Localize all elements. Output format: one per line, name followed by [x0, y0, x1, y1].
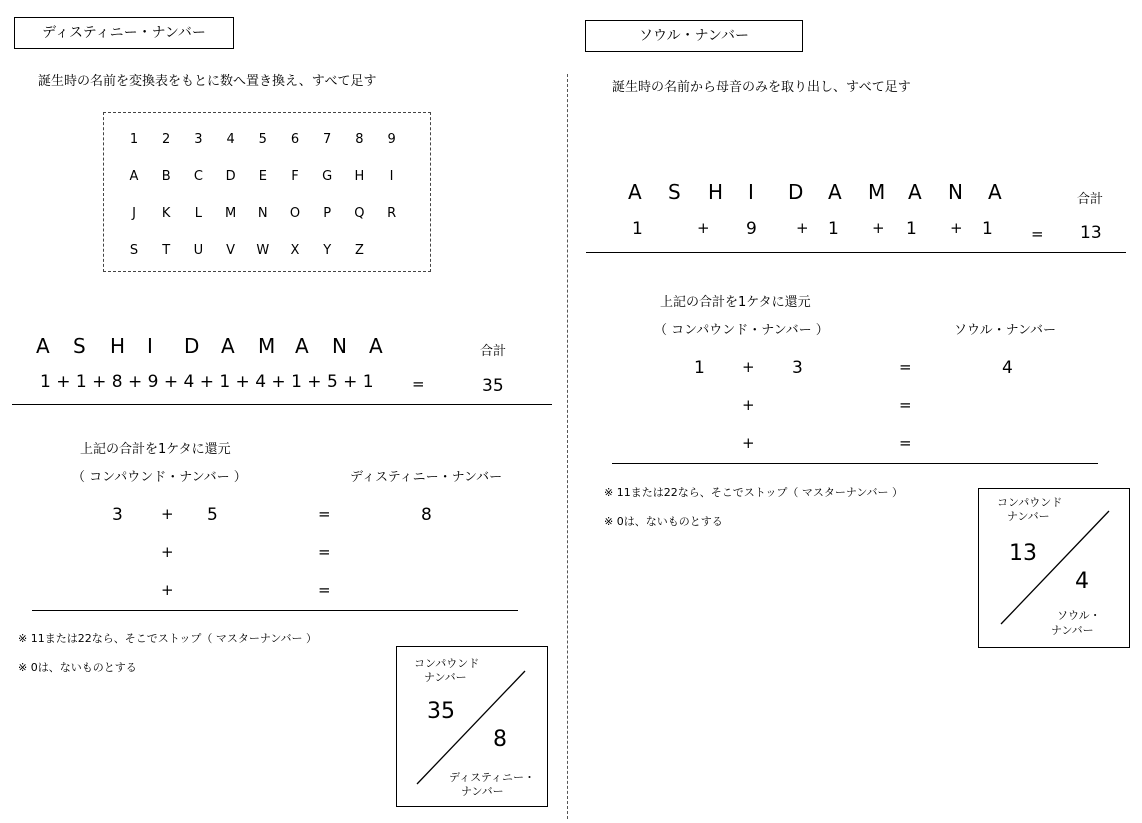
destiny-row1-eq: =	[318, 505, 331, 523]
plus-sign: +	[697, 219, 710, 237]
table-cell-row1-6: F	[291, 169, 299, 184]
table-cell-row1-7: G	[322, 169, 333, 184]
soul-equals: =	[1031, 225, 1044, 243]
summary-compound-value: 13	[1009, 541, 1037, 566]
soul-reduce-heading: 上記の合計を1ケタに還元	[660, 295, 811, 310]
destiny-bottom-divider	[32, 610, 518, 611]
table-cell-row3-5: W	[256, 243, 270, 258]
table-cell-digits-6: 6	[290, 132, 300, 147]
table-cell-digits-8: 8	[355, 132, 364, 147]
summary-top-label-2: ナンバー	[1007, 510, 1050, 523]
name-letter: H	[708, 180, 724, 204]
summary-top-label: コンパウンド	[414, 657, 480, 670]
section-separator	[567, 74, 568, 819]
name-letter: A	[295, 334, 309, 358]
destiny-equals: =	[412, 375, 425, 393]
destiny-note-master: ※ 11または22なら、そこでストップ（ マスターナンバー ）	[18, 632, 318, 645]
table-cell-digits-2: 2	[162, 132, 171, 147]
soul-row2-eq: =	[899, 396, 912, 414]
summary-bottom-label-2: ナンバー	[1051, 624, 1094, 637]
soul-divider	[586, 252, 1126, 253]
destiny-row1-a: 3	[112, 505, 123, 525]
soul-note-master: ※ 11または22なら、そこでストップ（ マスターナンバー ）	[604, 486, 904, 499]
table-cell-row2-6: O	[289, 206, 301, 221]
vowel-value: 1	[828, 219, 839, 239]
summary-final-value: 4	[1075, 569, 1089, 594]
name-letter: A	[221, 334, 235, 358]
table-cell-row3-8: Z	[354, 243, 364, 258]
soul-note-zero: ※ 0は、ないものとする	[604, 515, 723, 528]
summary-bottom-label-2: ナンバー	[461, 785, 504, 798]
table-cell-row2-7: P	[323, 206, 332, 221]
summary-bottom-label: ソウル・	[1057, 609, 1101, 622]
soul-row1-op: +	[742, 358, 755, 376]
summary-bottom-label: ディスティニー・	[449, 771, 536, 784]
destiny-row2-eq: =	[318, 543, 331, 561]
summary-final-value: 8	[493, 727, 507, 752]
plus-sign: +	[950, 219, 963, 237]
table-cell-digits-4: 4	[226, 132, 235, 147]
name-letter: S	[668, 180, 681, 204]
destiny-row3-eq: =	[318, 581, 331, 599]
table-cell-row2-3: L	[194, 206, 203, 221]
name-letter: S	[73, 334, 86, 358]
name-letter: M	[258, 334, 276, 358]
soul-row1-eq: =	[899, 358, 912, 376]
destiny-row1-b: 5	[207, 505, 218, 525]
name-letter: A	[988, 180, 1002, 204]
summary-top-label-2: ナンバー	[424, 671, 467, 684]
soul-row1-a: 1	[694, 358, 705, 378]
soul-row1-b: 3	[792, 358, 803, 378]
soul-result-label: ソウル・ナンバー	[954, 323, 1057, 338]
table-cell-row1-8: H	[354, 169, 365, 184]
soul-instruction: 誕生時の名前から母音のみを取り出し、すべて足す	[612, 80, 911, 95]
soul-title: ソウル・ナンバー	[585, 20, 803, 52]
table-cell-digits-3: 3	[194, 132, 203, 147]
soul-summary-box	[978, 488, 1130, 648]
table-cell-digits-7: 7	[323, 132, 332, 147]
name-letter: I	[147, 334, 153, 358]
table-cell-row2-9: R	[387, 206, 397, 221]
name-letter: I	[748, 180, 754, 204]
destiny-note-zero: ※ 0は、ないものとする	[18, 661, 137, 674]
table-cell-row3-6: X	[290, 243, 300, 258]
destiny-row1-result: 8	[421, 505, 432, 525]
name-letter: A	[908, 180, 922, 204]
table-cell-row2-1: J	[132, 206, 136, 221]
destiny-expression: 1 + 1 + 8 + 9 + 4 + 1 + 4 + 1 + 5 + 1	[40, 372, 374, 392]
soul-total: 13	[1080, 223, 1102, 243]
name-letter: D	[788, 180, 804, 204]
destiny-row2-op: +	[161, 543, 174, 561]
destiny-row1-op: +	[161, 505, 174, 523]
destiny-row3-op: +	[161, 581, 174, 599]
soul-row3-eq: =	[899, 434, 912, 452]
name-letter: N	[332, 334, 347, 358]
soul-row3-op: +	[742, 434, 755, 452]
table-cell-row3-4: V	[226, 243, 236, 258]
destiny-summary-box	[396, 646, 548, 807]
summary-top-label: コンパウンド	[997, 496, 1063, 509]
destiny-compound-label: （ コンパウンド・ナンバー ）	[72, 470, 247, 485]
table-cell-digits-5: 5	[258, 132, 267, 147]
soul-row2-op: +	[742, 396, 755, 414]
table-cell-digits-9: 9	[387, 132, 396, 147]
table-cell-row1-4: D	[225, 169, 236, 184]
destiny-instruction: 誕生時の名前を変換表をもとに数へ置き換え、すべて足す	[38, 74, 377, 89]
table-cell-row2-4: M	[224, 206, 237, 221]
name-letter: H	[110, 334, 126, 358]
name-letter: A	[369, 334, 383, 358]
table-cell-row1-2: B	[161, 169, 171, 184]
vowel-value: 1	[906, 219, 917, 239]
table-cell-row1-1: A	[129, 169, 139, 184]
name-letter: A	[36, 334, 50, 358]
destiny-sum-label: 合計	[480, 344, 507, 359]
table-cell-row2-5: N	[257, 206, 268, 221]
table-cell-digits-1: 1	[129, 132, 139, 147]
table-cell-row2-8: Q	[354, 206, 365, 221]
destiny-total: 35	[482, 376, 504, 396]
table-cell-row2-2: K	[161, 206, 171, 221]
table-cell-row1-9: I	[389, 169, 394, 184]
name-letter: A	[628, 180, 642, 204]
vowel-value: 1	[632, 219, 643, 239]
destiny-title: ディスティニー・ナンバー	[14, 17, 234, 49]
destiny-result-label: ディスティニー・ナンバー	[350, 470, 503, 485]
table-cell-row1-5: E	[258, 169, 267, 184]
table-cell-row3-7: Y	[323, 243, 332, 258]
name-letter: N	[948, 180, 963, 204]
table-cell-row3-1: S	[129, 243, 139, 258]
soul-row1-result: 4	[1002, 358, 1013, 378]
name-letter: A	[828, 180, 842, 204]
table-cell-row1-3: C	[193, 169, 203, 184]
table-cell-row3-2: T	[162, 243, 171, 258]
soul-sum-label: 合計	[1077, 192, 1104, 207]
plus-sign: +	[796, 219, 809, 237]
vowel-value: 9	[746, 219, 757, 239]
table-cell-row3-3: U	[193, 243, 204, 258]
destiny-divider	[12, 404, 552, 405]
plus-sign: +	[872, 219, 885, 237]
summary-compound-value: 35	[427, 699, 455, 724]
vowel-value: 1	[982, 219, 993, 239]
name-letter: M	[868, 180, 886, 204]
soul-bottom-divider	[612, 463, 1098, 464]
soul-compound-label: （ コンパウンド・ナンバー ）	[654, 323, 829, 338]
name-letter: D	[184, 334, 200, 358]
destiny-reduce-heading: 上記の合計を1ケタに還元	[80, 442, 231, 457]
